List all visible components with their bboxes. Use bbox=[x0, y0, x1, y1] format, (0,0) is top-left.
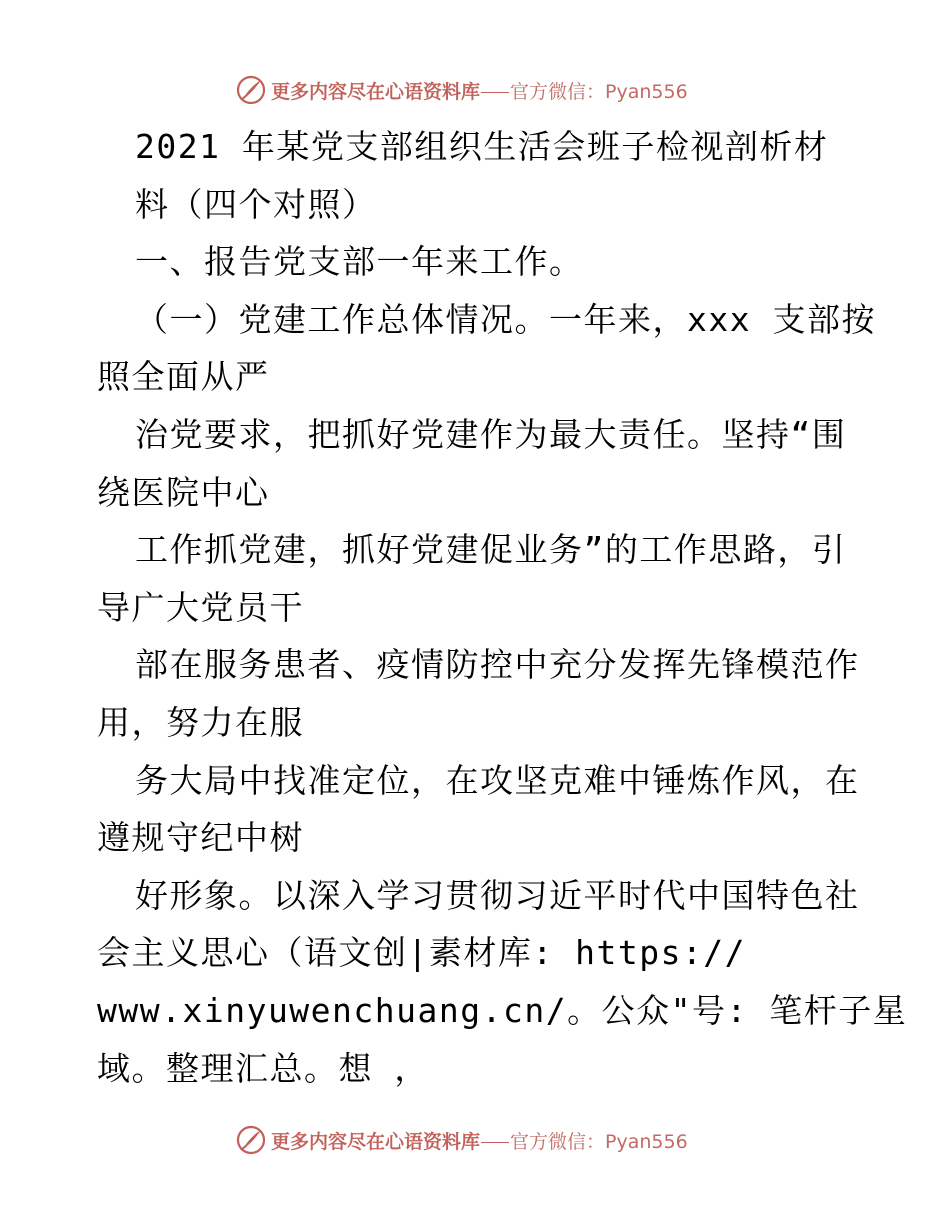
doc-title-line-2: 料（四个对照） bbox=[135, 184, 377, 224]
feather-pen-logo-icon bbox=[235, 74, 267, 106]
text-line: 会主义思心（语文创|素材库: https:// bbox=[97, 933, 747, 973]
text-line: www.xinyuwenchuang.cn/。公众"号: 笔杆子星 bbox=[97, 990, 908, 1030]
text-line: 工作抓党建，抓好党建促业务”的工作思路，引 bbox=[135, 530, 847, 570]
text-line: 治党要求，把抓好党建作为最大责任。坚持“围 bbox=[135, 414, 847, 454]
text-line: 域。整理汇总。想 ， bbox=[97, 1048, 429, 1088]
text-line: 用，努力在服 bbox=[97, 702, 304, 742]
watermark-dash bbox=[481, 1142, 509, 1143]
text-line: 遵规守纪中树 bbox=[97, 818, 304, 858]
text-line: 部在服务患者、疫情防控中充分发挥先锋模范作 bbox=[135, 645, 860, 685]
watermark-main-text: 更多内容尽在心语资料库 bbox=[271, 80, 481, 103]
watermark-wechat-text: 官方微信：Pyan556 bbox=[510, 80, 688, 103]
watermark-header bbox=[235, 72, 688, 108]
text-line: 好形象。以深入学习贯彻习近平时代中国特色社 bbox=[135, 875, 860, 915]
document-body bbox=[97, 118, 908, 1097]
watermark-main-text: 更多内容尽在心语资料库 bbox=[271, 1130, 481, 1153]
section-heading: 一、报告党支部一年来工作。 bbox=[135, 242, 584, 282]
feather-pen-logo-icon bbox=[235, 1124, 267, 1156]
watermark-dash bbox=[481, 92, 509, 93]
watermark-wechat-text: 官方微信：Pyan556 bbox=[510, 1130, 688, 1153]
watermark-footer bbox=[235, 1122, 688, 1158]
text-line: 照全面从严 bbox=[97, 357, 270, 397]
text-line: 绕医院中心 bbox=[97, 472, 270, 512]
text-line: 导广大党员干 bbox=[97, 587, 304, 627]
text-line: （一）党建工作总体情况。一年来，xxx 支部按 bbox=[135, 299, 876, 339]
text-line: 务大局中找准定位，在攻坚克难中锤炼作风，在 bbox=[135, 760, 860, 800]
doc-title-line-1: 2021 年某党支部组织生活会班子检视剖析材 bbox=[135, 127, 829, 166]
